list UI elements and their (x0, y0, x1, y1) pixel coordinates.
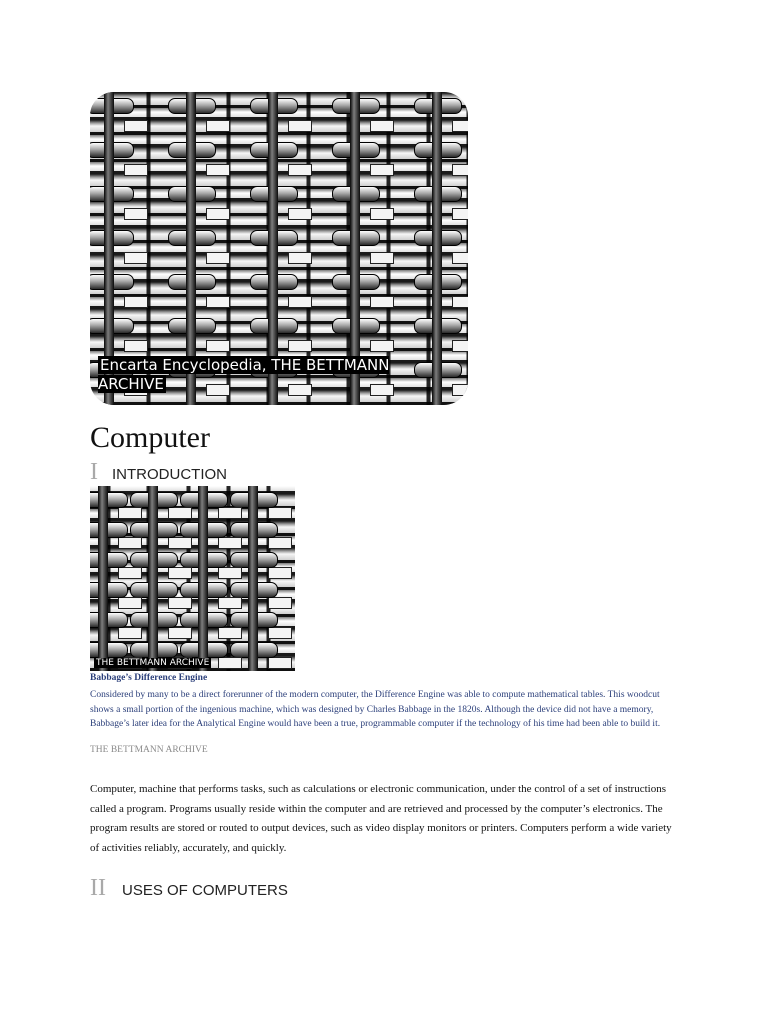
engine-digit-plate (124, 252, 148, 264)
engine-digit-plate (370, 208, 394, 220)
figure-image-credit: THE BETTMANN ARCHIVE (96, 658, 210, 668)
engine-digit-plate (370, 340, 394, 352)
section-title: INTRODUCTION (112, 466, 227, 483)
engine-digit-plate (218, 657, 242, 669)
engine-wheel (90, 522, 128, 538)
engine-digit-plate (168, 507, 192, 519)
engine-digit-plate (268, 597, 292, 609)
engine-digit-plate (288, 120, 312, 132)
engine-wheel (90, 612, 128, 628)
engine-digit-plate (168, 537, 192, 549)
engine-digit-plate (268, 567, 292, 579)
engine-digit-plate (218, 567, 242, 579)
engine-digit-plate (370, 252, 394, 264)
figure-credit: THE BETTMANN ARCHIVE (90, 745, 208, 755)
engine-digit-plate (206, 296, 230, 308)
engine-digit-plate (168, 567, 192, 579)
engine-digit-plate (288, 208, 312, 220)
engine-digit-plate (118, 507, 142, 519)
section-number: I (90, 459, 98, 485)
engine-digit-plate (268, 537, 292, 549)
engine-digit-plate (452, 120, 468, 132)
figure-caption: Considered by many to be a direct forerunner of the modern computer, the Difference Engine was able to compute mathematical tables. This woodcut shows a small portion of the ingenious machine, which was designed by Charles Babbage in the 1820s. Although the device did not have a memory, Babbage’s later idea for the Analytical Engine would have been a true, programmable computer if the technology of his time had been able to build it. (90, 690, 661, 729)
engine-wheel (90, 582, 128, 598)
figure-image (90, 486, 295, 671)
engine-digit-plate (218, 597, 242, 609)
engine-digit-plate (288, 164, 312, 176)
engine-digit-plate (206, 340, 230, 352)
engine-digit-plate (118, 567, 142, 579)
engine-digit-plate (218, 537, 242, 549)
engine-digit-plate (206, 252, 230, 264)
engine-digit-plate (370, 120, 394, 132)
difference-engine-photo (90, 92, 468, 405)
engine-digit-plate (370, 296, 394, 308)
engine-digit-plate (268, 657, 292, 669)
page-title: Computer (90, 421, 210, 454)
engine-digit-plate (206, 208, 230, 220)
engine-digit-plate (452, 384, 468, 396)
engine-digit-plate (118, 537, 142, 549)
engine-digit-plate (268, 627, 292, 639)
engine-digit-plate (268, 507, 292, 519)
engine-digit-plate (218, 627, 242, 639)
engine-digit-plate (452, 340, 468, 352)
figure-title: Babbage’s Difference Engine (90, 673, 208, 683)
engine-digit-plate (124, 296, 148, 308)
engine-digit-plate (168, 627, 192, 639)
engine-digit-plate (288, 252, 312, 264)
engine-digit-plate (118, 597, 142, 609)
engine-digit-plate (452, 296, 468, 308)
section-number: II (90, 875, 106, 901)
engine-digit-plate (288, 296, 312, 308)
body-paragraph: Computer, machine that performs tasks, such as calculations or electronic communication, under the control of a set of instructions called a program. Programs usually reside within the computer and are retrieved and processed by the computer’s electronics. The program results are stored or routed to output devices, such as video display monitors or printers. Computers perform a wide variety of activities reliably, accurately, and quickly. (90, 783, 672, 854)
engine-digit-plate (124, 208, 148, 220)
engine-digit-plate (124, 340, 148, 352)
engine-digit-plate (118, 627, 142, 639)
engine-wheel (90, 642, 128, 658)
photo-caption: Encarta Encyclopedia, THE BETTMANN ARCHIVE (98, 356, 390, 393)
engine-digit-plate (370, 164, 394, 176)
engine-digit-plate (452, 164, 468, 176)
engine-digit-plate (452, 208, 468, 220)
engine-digit-plate (124, 120, 148, 132)
engine-digit-plate (288, 340, 312, 352)
engine-digit-plate (218, 507, 242, 519)
engine-wheel (90, 492, 128, 508)
engine-digit-plate (168, 597, 192, 609)
engine-digit-plate (452, 252, 468, 264)
engine-digit-plate (206, 164, 230, 176)
engine-digit-plate (206, 120, 230, 132)
section-title: USES OF COMPUTERS (122, 882, 288, 899)
engine-digit-plate (124, 164, 148, 176)
engine-wheel (90, 552, 128, 568)
